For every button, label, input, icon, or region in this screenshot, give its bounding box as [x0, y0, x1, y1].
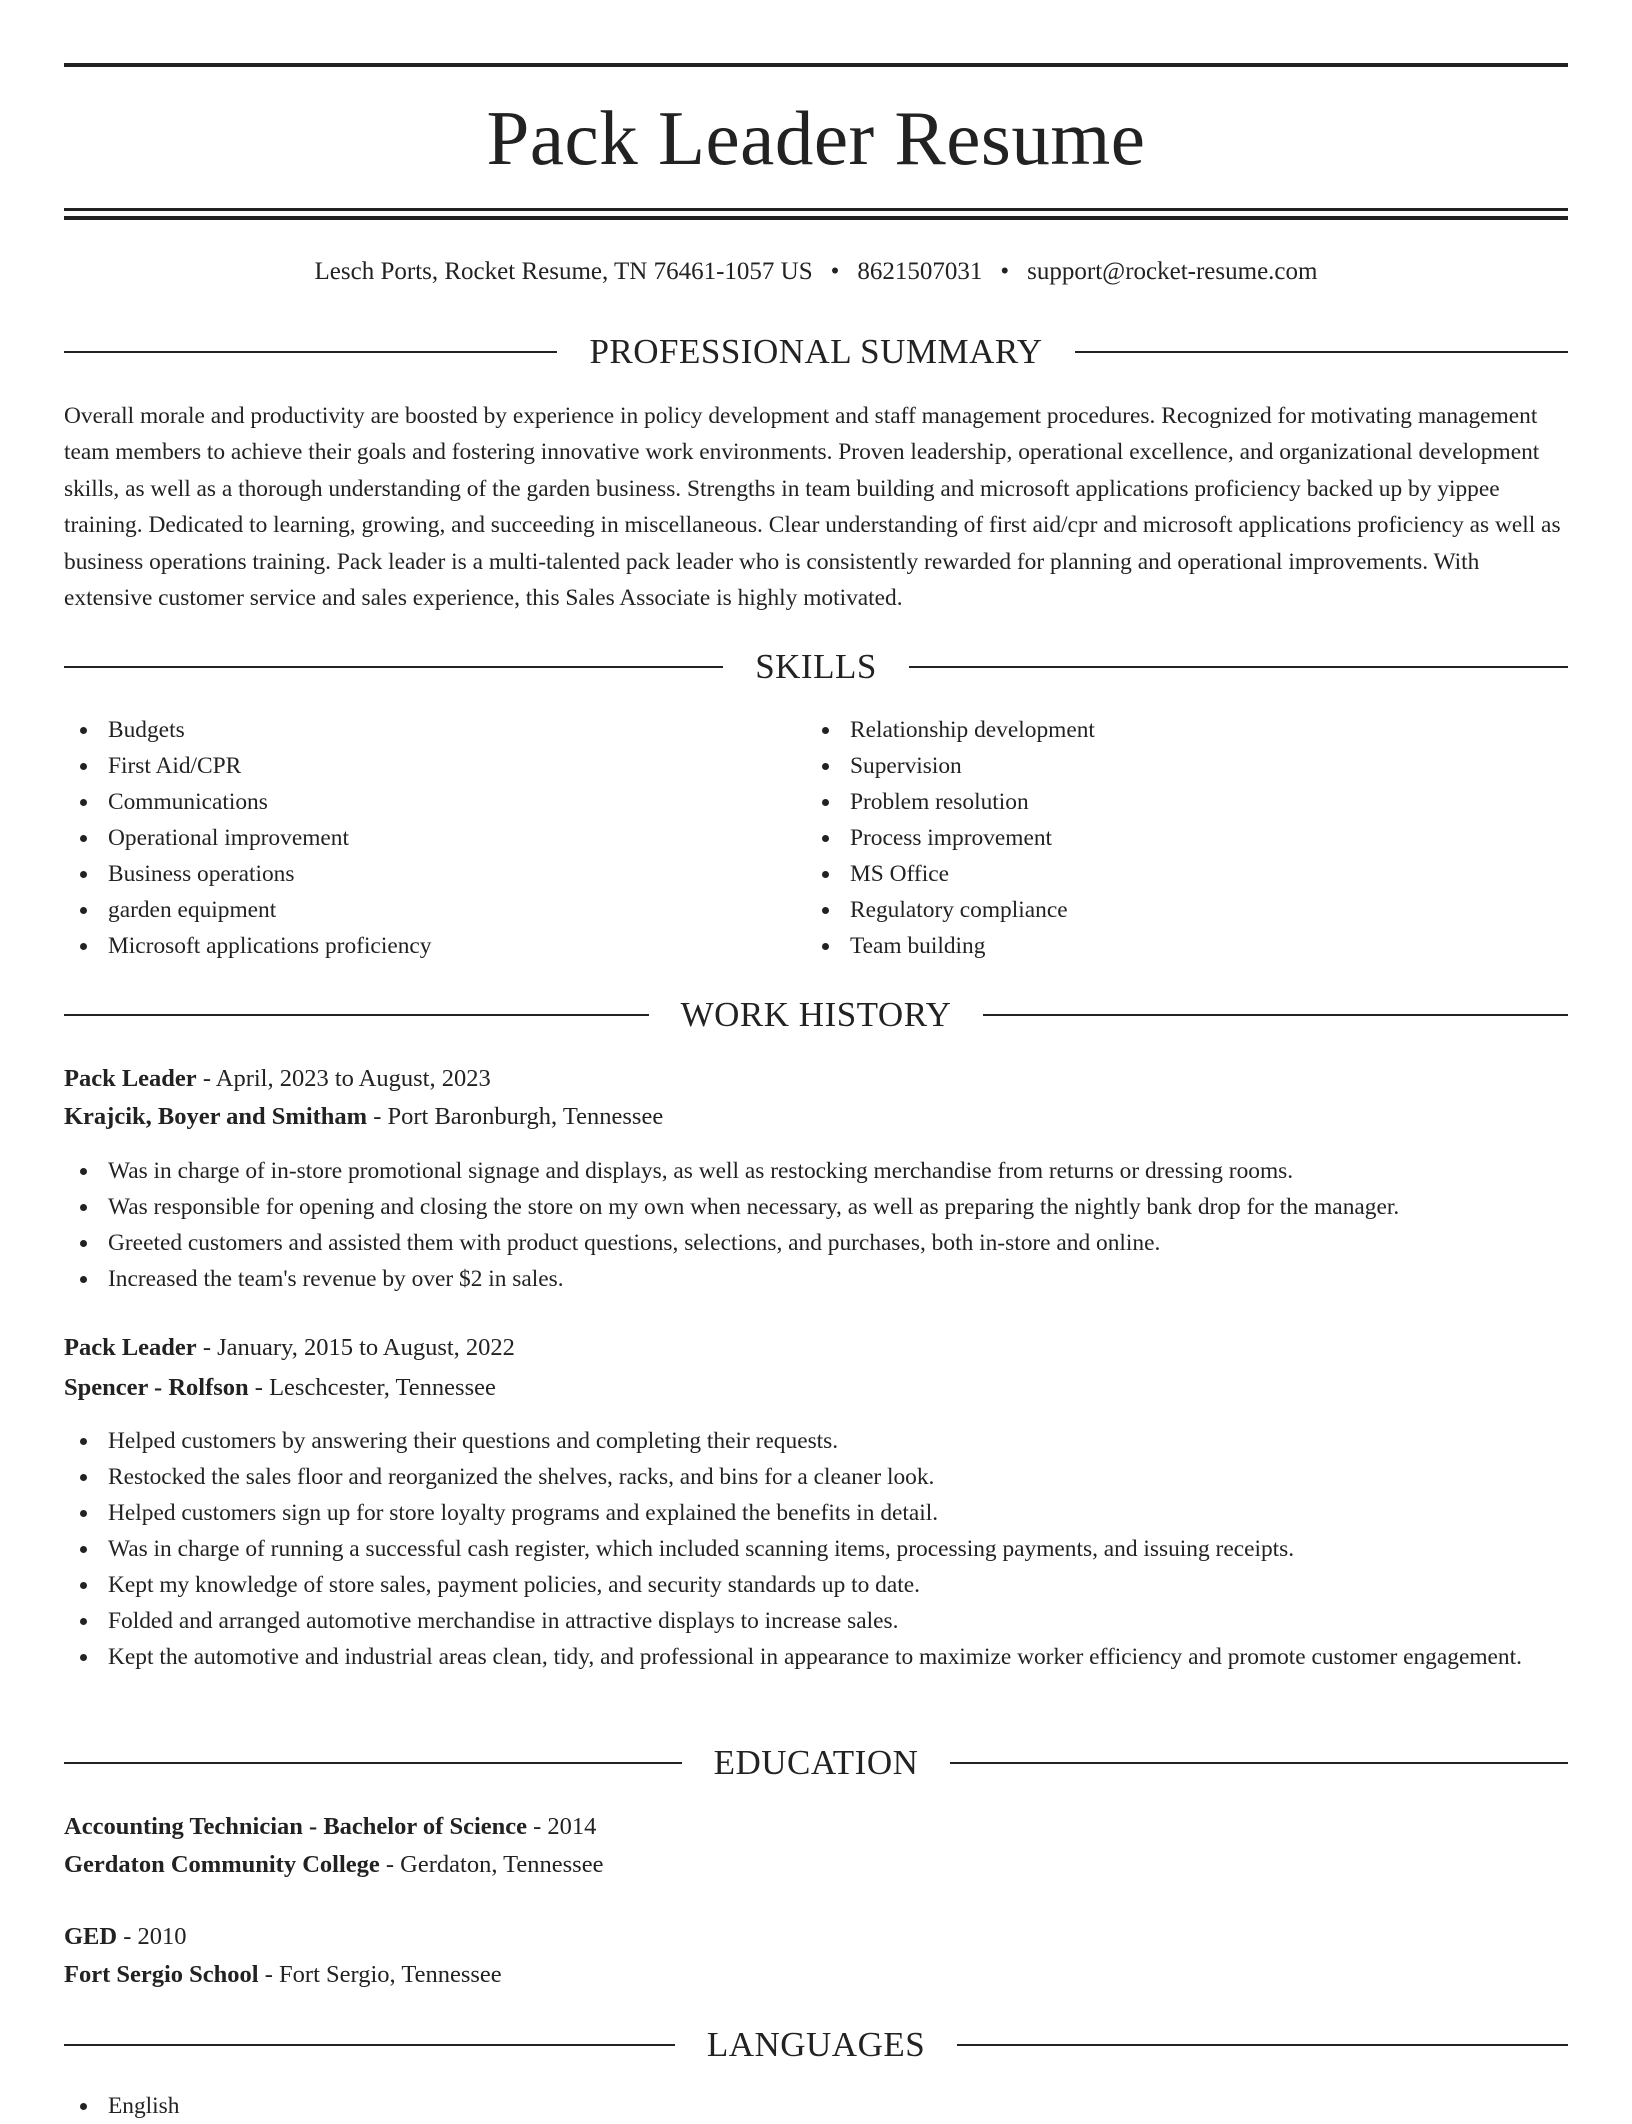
job-location: - Leschcester, Tennessee [248, 1374, 496, 1401]
skill-item: First Aid/CPR [64, 748, 804, 784]
header-top-rule [64, 63, 1568, 67]
section-heading-education [64, 1739, 1568, 1787]
languages-list [64, 2088, 1568, 2124]
heading-rule-right [1075, 351, 1568, 353]
skills-list-left [64, 712, 804, 964]
job-title-line [64, 1329, 1568, 1367]
skill-item: Process improvement [806, 820, 1546, 856]
skill-item: Business operations [64, 856, 804, 892]
header-rule-upper [64, 208, 1568, 211]
section-title: PROFESSIONAL SUMMARY [589, 332, 1043, 371]
resume-title: Pack Leader Resume [486, 95, 1146, 181]
job-title: Pack Leader [64, 1065, 197, 1092]
contact-separator: • [830, 258, 840, 285]
job-company-line [64, 1098, 1568, 1136]
education-school-line [64, 1846, 1568, 1884]
heading-rule-left [64, 351, 557, 353]
section-heading-languages [64, 2021, 1568, 2069]
job-title-line [64, 1060, 1568, 1098]
heading-rule-left [64, 2044, 675, 2046]
skill-item: Operational improvement [64, 820, 804, 856]
job-duty-item: Folded and arranged automotive merchandise in attractive displays to increase sales. [64, 1603, 1568, 1639]
job-duty-item: Helped customers sign up for store loyalty programs and explained the benefits in detail. [64, 1495, 1568, 1531]
skill-item: Budgets [64, 712, 804, 748]
heading-rule-left [64, 666, 723, 668]
job-duty-item: Was in charge of running a successful cash register, which included scanning items, processing payments, and issuing receipts. [64, 1531, 1568, 1567]
education-school: Fort Sergio School [64, 1961, 259, 1988]
job-duty-item: Was responsible for opening and closing the store on my own when necessary, as well as preparing the nightly bank drop for the manager. [64, 1189, 1568, 1225]
heading-rule-right [957, 2044, 1568, 2046]
job-duty-item: Increased the team's revenue by over $2 in sales. [64, 1261, 1568, 1297]
section-heading-summary [64, 328, 1568, 376]
education-location: - Gerdaton, Tennessee [379, 1851, 604, 1878]
section-heading-work-history [64, 991, 1568, 1039]
skill-item: Problem resolution [806, 784, 1546, 820]
skill-item: Relationship development [806, 712, 1546, 748]
education-school-line [64, 1956, 1568, 1994]
education-degree: Accounting Technician - Bachelor of Science [64, 1813, 527, 1840]
section-title: WORK HISTORY [680, 995, 952, 1034]
education-location: - Fort Sergio, Tennessee [258, 1961, 502, 1988]
heading-rule-right [950, 1762, 1568, 1764]
job-title: Pack Leader [64, 1334, 197, 1361]
education-degree-line [64, 1808, 1568, 1846]
section-title: SKILLS [755, 647, 877, 686]
header-rule-lower [64, 216, 1568, 220]
heading-rule-left [64, 1014, 649, 1016]
heading-rule-right [909, 666, 1568, 668]
contact-separator: • [1000, 258, 1010, 285]
education-year: - 2014 [527, 1813, 597, 1840]
job-duty-item: Restocked the sales floor and reorganized the shelves, racks, and bins for a cleaner look. [64, 1459, 1568, 1495]
skill-item: garden equipment [64, 892, 804, 928]
contact-email[interactable]: support@rocket-resume.com [1027, 258, 1318, 285]
job-duties-list [64, 1423, 1568, 1675]
skill-item: Supervision [806, 748, 1546, 784]
job-company: Spencer - Rolfson [64, 1374, 249, 1401]
skill-item: Team building [806, 928, 1546, 964]
contact-address: Lesch Ports, Rocket Resume, TN 76461-1057 US [314, 258, 813, 285]
section-title: LANGUAGES [706, 2025, 926, 2064]
job-duty-item: Helped customers by answering their questions and completing their requests. [64, 1423, 1568, 1459]
education-school: Gerdaton Community College [64, 1851, 380, 1878]
summary-paragraph: Overall morale and productivity are boosted by experience in policy development and staff management procedures. Recognized for motivating management team members to achieve their goals and fostering innovative work environments. Proven leadership, operational excellence, and organizational development skills, as well as a thorough understanding of the garden business. Strengths in team building and microsoft applications proficiency backed up by yippee training. Dedicated to learning, growing, and succeeding in miscellaneous. Clear understanding of first aid/cpr and microsoft applications proficiency as well as business operations training. Pack leader is a multi-talented pack leader who is consistently rewarded for planning and operational improvements. With extensive customer service and sales experience, this Sales Associate is highly motivated. [64, 403, 1561, 612]
job-company-line [64, 1369, 1568, 1407]
job-duty-item: Greeted customers and assisted them with product questions, selections, and purchases, both in-store and online. [64, 1225, 1568, 1261]
job-duty-item: Kept my knowledge of store sales, payment policies, and security standards up to date. [64, 1567, 1568, 1603]
skill-item: MS Office [806, 856, 1546, 892]
skill-item: Communications [64, 784, 804, 820]
skill-item: Regulatory compliance [806, 892, 1546, 928]
heading-rule-right [983, 1014, 1568, 1016]
education-degree-line [64, 1918, 1568, 1956]
heading-rule-left [64, 1762, 682, 1764]
job-dates: - April, 2023 to August, 2023 [196, 1065, 491, 1092]
skills-list-right [806, 712, 1546, 964]
section-heading-skills [64, 643, 1568, 691]
education-year: - 2010 [117, 1923, 187, 1950]
job-duties-list [64, 1153, 1568, 1297]
education-degree: GED [64, 1923, 118, 1950]
contact-phone: 8621507031 [857, 258, 983, 285]
language-item: English [64, 2088, 1568, 2124]
skill-item: Microsoft applications proficiency [64, 928, 804, 964]
job-dates: - January, 2015 to August, 2022 [196, 1334, 515, 1361]
job-duty-item: Was in charge of in-store promotional signage and displays, as well as restocking merchandise from returns or dressing rooms. [64, 1153, 1568, 1189]
contact-line [64, 252, 1568, 292]
job-location: - Port Baronburgh, Tennessee [367, 1103, 664, 1130]
job-duty-item: Kept the automotive and industrial areas clean, tidy, and professional in appearance to maximize worker efficiency and promote customer engagement. [64, 1639, 1568, 1675]
job-company: Krajcik, Boyer and Smitham [64, 1103, 368, 1130]
section-title: EDUCATION [713, 1743, 919, 1782]
